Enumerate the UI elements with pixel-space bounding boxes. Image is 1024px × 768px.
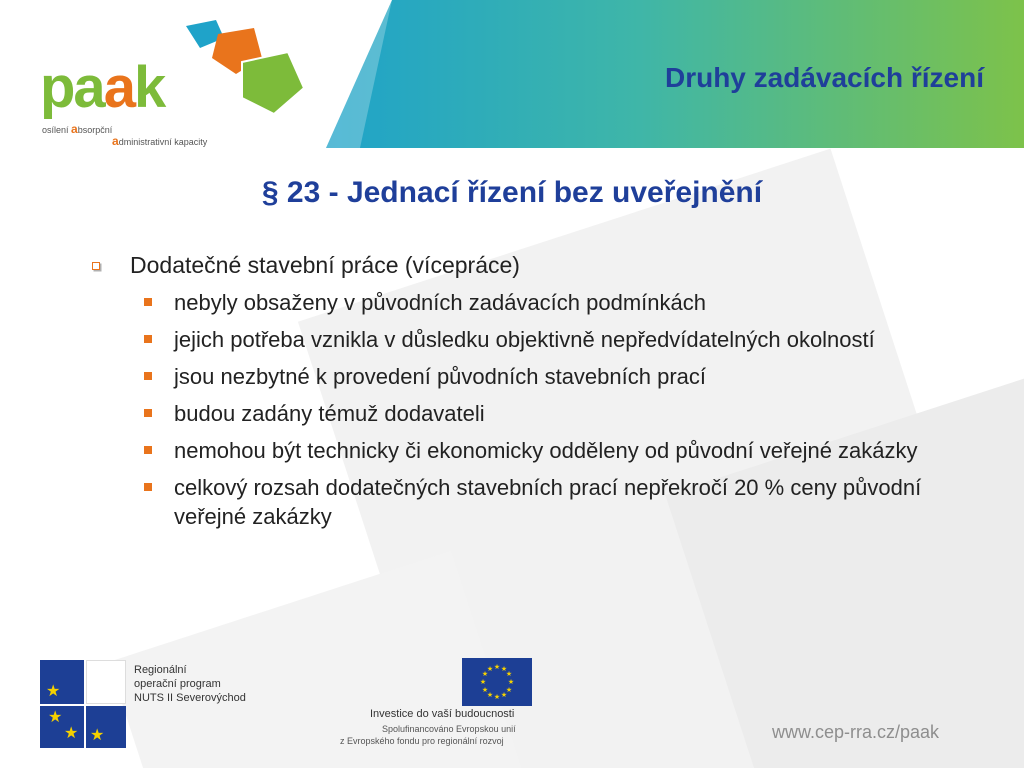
svg-text:★: ★: [481, 686, 489, 694]
square-bullet-icon: [144, 483, 152, 491]
bullet-content: [86, 250, 926, 539]
sub-bullet-text: budou zadány témuž dodavateli: [174, 401, 485, 426]
square-bullet-icon: [144, 409, 152, 417]
logo-tagline-text: dministrativní kapacity: [118, 137, 208, 147]
svg-text:★: ★: [500, 665, 508, 673]
footer-url: www.cep-rra.cz/paak: [772, 722, 940, 742]
sub-bullet-item: [174, 288, 926, 317]
flag-icon: [86, 660, 246, 704]
rop-logo: [40, 660, 246, 752]
sub-bullet-item: [174, 399, 926, 428]
square-bullet-icon: [144, 298, 152, 306]
svg-text:★: ★: [486, 665, 494, 673]
paak-logo: [36, 18, 326, 148]
eu-stars-icon: [462, 658, 532, 706]
logo-word-part: pa: [40, 55, 104, 120]
svg-text:★: ★: [481, 670, 489, 678]
star-icon: ★: [64, 725, 79, 742]
eu-cofinanced-text: Spolufinancováno Evropskou unií: [382, 724, 516, 734]
flag-icon: [40, 706, 84, 748]
eu-slogan: Investice do vaší budoucnosti: [370, 708, 515, 720]
svg-text:★: ★: [505, 670, 513, 678]
sub-bullet-item: [174, 436, 926, 465]
eu-logo: [340, 656, 570, 756]
logo-tagline-letter: a: [71, 122, 78, 136]
sub-bullet-text: nebyly obsaženy v původních zadávacích podmínkách: [174, 290, 706, 315]
sub-bullet-item: [174, 325, 926, 354]
sub-bullet-text: nemohou být technicky či ekonomicky odděleny od původní veřejné zakázky: [174, 438, 918, 463]
rop-text: [134, 663, 246, 705]
eu-flag-icon: [462, 658, 532, 706]
sub-bullet-text: celkový rozsah dodatečných stavebních prací nepřekročí 20 % ceny původní veřejné zakázky: [174, 475, 922, 529]
square-bullet-icon: [144, 446, 152, 454]
flag-icon: [40, 660, 84, 704]
square-bullet-icon: [144, 372, 152, 380]
rop-line: operační program: [134, 678, 221, 690]
logo-tagline-letter: a: [112, 134, 119, 148]
svg-text:★: ★: [479, 678, 487, 686]
sub-bullet-text: jejich potřeba vznikla v důsledku objektivně nepředvídatelných okolností: [174, 327, 875, 352]
eu-fund-text: z Evropského fondu pro regionální rozvoj: [340, 736, 504, 746]
logo-word-part: k: [133, 55, 165, 120]
star-icon: ★: [48, 709, 63, 726]
sub-bullet-item: [174, 362, 926, 391]
svg-text:★: ★: [507, 678, 515, 686]
section-heading: § 23 - Jednací řízení bez uveřejnění: [261, 176, 763, 209]
sub-bullet-item: [174, 473, 926, 531]
square-bullet-icon: [144, 335, 152, 343]
logo-tagline-text: osílení: [42, 125, 69, 135]
slide-title: Druhy zadávacích řízení: [664, 62, 984, 93]
main-bullet-text: Dodatečné stavební práce (víceprácе): [130, 252, 520, 278]
star-icon: ★: [90, 727, 105, 744]
star-icon: ★: [46, 683, 61, 700]
rop-line: NUTS II Severovýchod: [134, 692, 246, 704]
logo-tagline: [112, 134, 207, 148]
svg-text:★: ★: [493, 693, 501, 701]
flag-icon: [86, 706, 126, 748]
logo-word-part: a: [103, 55, 134, 120]
svg-text:★: ★: [505, 686, 513, 694]
svg-text:★: ★: [500, 691, 508, 699]
sub-bullet-text: jsou nezbytné k provedení původních stavebních prací: [174, 364, 707, 389]
svg-text:★: ★: [486, 691, 494, 699]
svg-text:★: ★: [493, 663, 501, 671]
main-bullet: [86, 250, 926, 280]
logo-tagline: [42, 122, 112, 136]
sub-bullet-list: [86, 288, 926, 531]
logo-tagline-text: bsorpční: [77, 125, 113, 135]
logo-wordmark: [40, 54, 164, 121]
rop-line: Regionální: [134, 664, 187, 676]
hollow-square-bullet-icon: [92, 262, 100, 270]
